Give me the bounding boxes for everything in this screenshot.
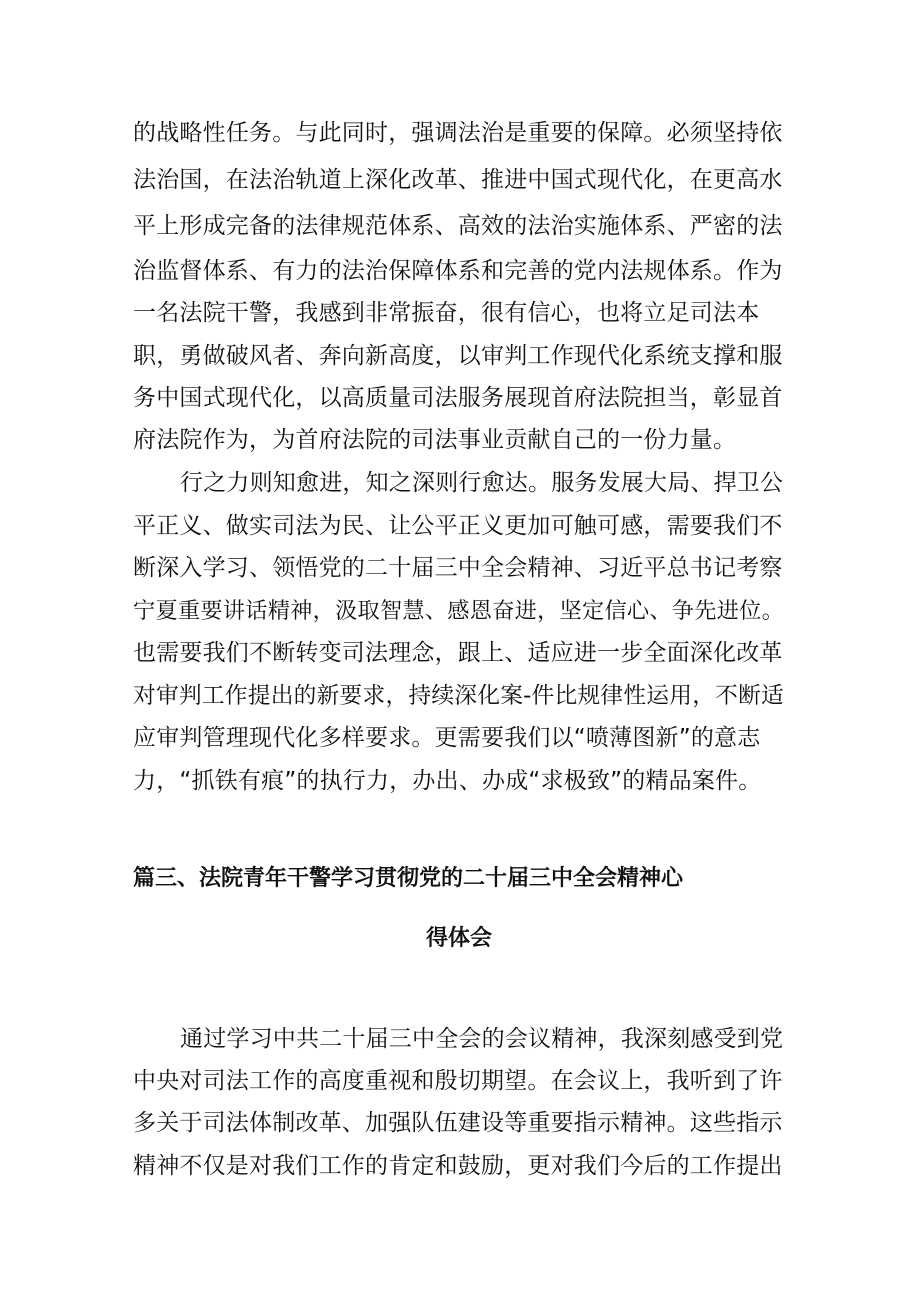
section-heading: 篇三、法院青年干警学习贯彻党的二十届三中全会精神心: [133, 866, 684, 891]
text-line: 的战略性任务。与此同时，强调法治是重要的保障。必须坚持依: [133, 120, 783, 146]
text-line: 断深入学习、领悟党的二十届三中全会精神、习近平总书记考察: [133, 555, 783, 581]
text-line: 平上形成完备的法律规范体系、高效的法治实施体系、严密的法: [133, 213, 783, 239]
text-line: 治监督体系、有力的法治保障体系和完善的党内法规体系。作为: [133, 258, 783, 284]
text-line: 力，“抓铁有痕”的执行力，办出、办成“求极致”的精品案件。: [133, 768, 762, 794]
text-line: 职，勇做破风者、奔向新高度，以审判工作现代化系统支撑和服: [133, 343, 783, 369]
text-line: 宁夏重要讲话精神，汲取智慧、感恩奋进，坚定信心、争先进位。: [133, 598, 785, 624]
text-line: 行之力则知愈进，知之深则行愈达。服务发展大局、捍卫公: [180, 470, 784, 496]
text-line: 一名法院干警，我感到非常振奋，很有信心，也将立足司法本: [133, 300, 760, 326]
text-line: 平正义、做实司法为民、让公平正义更加可触可感，需要我们不: [133, 513, 783, 539]
text-line: 精神不仅是对我们工作的肯定和鼓励，更对我们今后的工作提出: [133, 1153, 783, 1179]
text-line: 对审判工作提出的新要求，持续深化案-件比规律性运用，不断适: [133, 683, 785, 709]
text-line: 府法院作为，为首府法院的司法事业贡献自己的一份力量。: [133, 427, 737, 453]
text-line: 法治国，在法治轨道上深化改革、推进中国式现代化，在更高水: [133, 167, 783, 193]
text-line: 应审判管理现代化多样要求。更需要我们以“喷薄图新”的意志: [133, 725, 761, 751]
text-line: 中央对司法工作的高度重视和殷切期望。在会议上，我听到了许: [133, 1068, 783, 1094]
text-line: 多关于司法体制改革、加强队伍建设等重要指示精神。这些指示: [133, 1110, 783, 1136]
text-line: 务中国式现代化，以高质量司法服务展现首府法院担当，彰显首: [133, 385, 783, 411]
section-heading-continued: 得体会: [426, 926, 493, 951]
text-line: 也需要我们不断转变司法理念，跟上、适应进一步全面深化改革: [133, 640, 783, 666]
text-line: 通过学习中共二十届三中全会的会议精神，我深刻感受到党: [180, 1026, 784, 1052]
